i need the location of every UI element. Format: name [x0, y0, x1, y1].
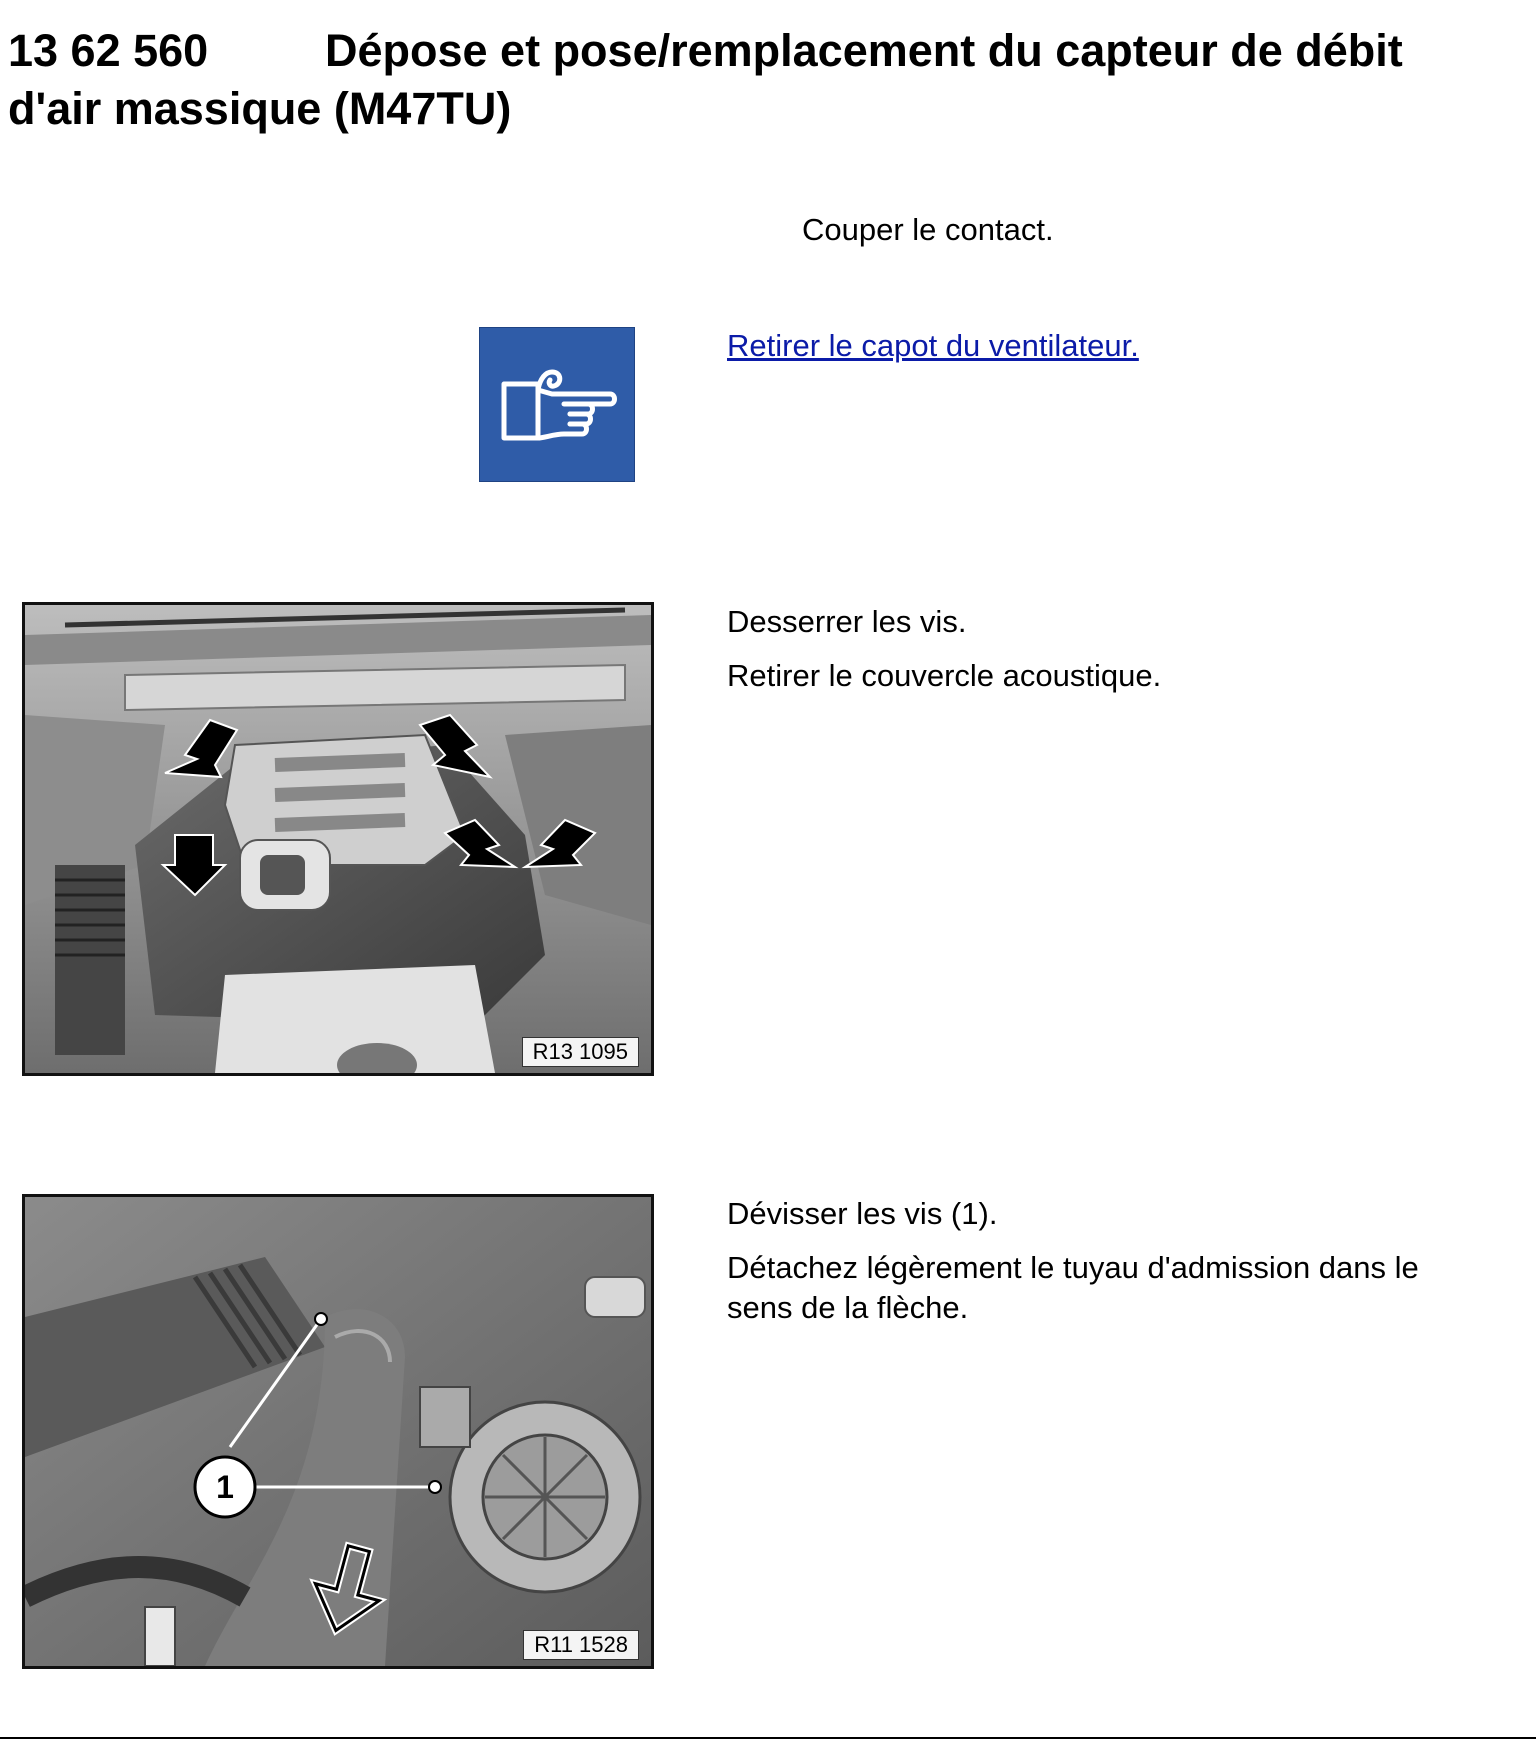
page-title	[8, 22, 1508, 138]
intake-pipe-figure	[22, 1194, 654, 1669]
procedure-title: Dépose et pose/remplacement du capteur de débit d'air massique (M47TU)	[8, 25, 1403, 134]
figure-code-label: R13 1095	[522, 1037, 639, 1067]
step-instruction-switch-off: Couper le contact.	[802, 212, 1054, 247]
remove-fan-cover-link[interactable]: Retirer le capot du ventilateur.	[727, 328, 1139, 363]
step-link-wrapper	[727, 326, 1139, 366]
step-instruction-unscrew: Dévisser les vis (1).	[727, 1196, 998, 1231]
procedure-code: 13 62 560	[8, 25, 209, 76]
engine-cover-figure	[22, 602, 654, 1076]
step-instruction-remove-cover: Retirer le couvercle acoustique.	[727, 658, 1162, 693]
figure-code-label: R11 1528	[523, 1630, 639, 1660]
step-instruction-loosen-screws: Desserrer les vis.	[727, 604, 967, 639]
screw-callout-number: 1	[216, 1469, 234, 1505]
page-bottom-rule	[0, 1737, 1536, 1739]
step-instruction-detach-intake: Détachez légèrement le tuyau d'admission dans le sens de la flèche.	[727, 1250, 1419, 1325]
pointing-hand-icon	[479, 327, 635, 482]
